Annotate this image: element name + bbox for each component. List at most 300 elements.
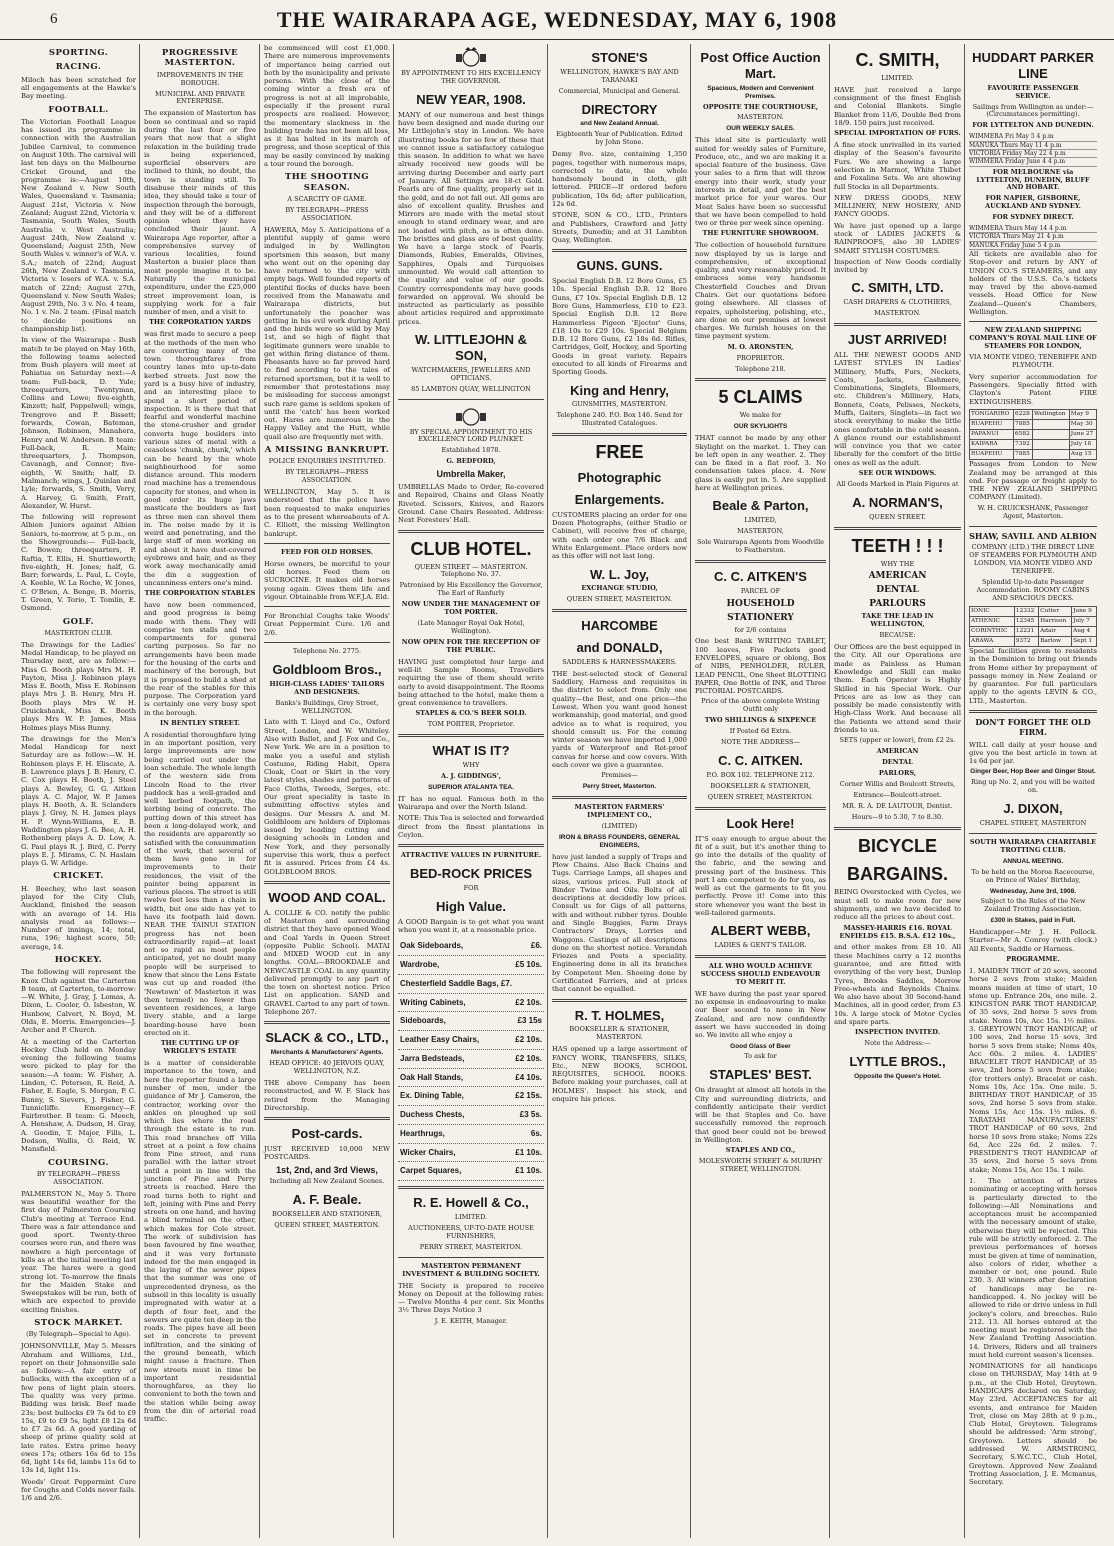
ad-subtitle: Ginger Beer, Hop Beer and Ginger Stout. xyxy=(970,768,1096,776)
ad-text: STONE, SON & CO., LTD., Printers and Publishers, Crawford and Jetty Streets, Dunedin; and at 31 Lambton Quay, Wellington. xyxy=(552,211,687,245)
ad-text: for 2/6 contains xyxy=(734,625,787,634)
ad-text: THE above Company has been reconstructed, and W. F. Slack has retired from the Managing Directorship. xyxy=(264,1078,390,1112)
ad-text: Telephone 218. xyxy=(735,364,786,373)
ad-address: QUEEN STREET, MASTERTON. xyxy=(707,792,814,801)
ad-address: Corner Willis and Boulcott Streets, xyxy=(839,779,956,788)
column-news-ads xyxy=(261,44,393,1538)
subheading: MASTERTON CLUB. xyxy=(44,628,113,637)
subheading: THE CUTTING UP OF WRIGLEY'S ESTATE xyxy=(160,1039,240,1056)
sailing-schedule xyxy=(969,225,1097,250)
steamer-table xyxy=(969,606,1097,647)
ad-text: WE have during the past year spared no expense in endeavouring to make our Beer second to none in New Zealand, and are now confidently assert we have succeeded in doing so. We invite all who enjoy a xyxy=(695,989,826,1040)
column-progressive-masterton xyxy=(141,44,259,1538)
column-rule xyxy=(259,44,260,1538)
ad-title: W. L. Joy, xyxy=(590,566,649,582)
ad-title: SLACK & CO., LTD., xyxy=(265,1030,389,1046)
ad-title: ATTRACTIVE VALUES IN FURNITURE. xyxy=(400,851,542,860)
item-name: Chesterfield Saddle Bags, £7. xyxy=(400,978,513,988)
ad-text: STAPLES & CO.'S BEER SOLD. xyxy=(415,709,527,718)
ad-title: 5 CLAIMS xyxy=(718,387,803,408)
article-title: THE SHOOTING SEASON. xyxy=(284,172,370,193)
table-cell: May 30 xyxy=(1069,420,1096,430)
ad-text: MANY of our numerous and best things have been designed and made during our Mr Littlejohn's stay in London. We have illustrating books for so few of these that we cannot issue a satisfactory catalogue this season. In addition to what we have already received new goods will be arriving during December and early part of January. All Settings are 18-ct Gold. Pearls are of fine quality, properly set in the gold, and do not fall out. All gems are also of excellent quality. Brushes and Mirrors are made with the metal stout enough to stand ordinary wear, and are not loaded with pitch, as is often done. The bristles and glass are of best quality. We have a large stock of Pearls, Diamonds, Rubies, Emeralds, Olivines, Sapphires, Opals and Turquoises unmounted. We would call attention to the quality and value of our goods. Country correspondents may have goods forwarded on approval. We should be instructed as particularly as possible about articles required and approximate prices. xyxy=(398,110,544,326)
ad-title: Beale & Parton, xyxy=(712,498,809,514)
ad-subtitle: FOR MELBOURNE via LYTTELTON, DUNEDIN, BLUFF AND HOBART. xyxy=(976,167,1090,192)
masthead xyxy=(0,0,1114,40)
table-cell xyxy=(1033,420,1070,430)
table-cell: Barlow xyxy=(1039,636,1072,646)
ad-subtitle: Good Glass of Beer xyxy=(730,1042,791,1050)
item-name: Jarra Bedsteads, xyxy=(400,1053,465,1063)
ad-text: HAS opened up a large assortment of FANCY WORK, TRANSFERS, SILKS, Etc., NEW BOOKS, SCHOOL REQUISITES, SCHOOL BOOKS. Before making your purchases, call at HOLMES'. Inspect his stock, and enquire his prices. xyxy=(552,1045,687,1103)
table-row xyxy=(970,440,1097,450)
ad-subtitle: OUR SKYLIGHTS xyxy=(733,423,788,431)
ad-text: Sole Wairarapa Agents from Woodville to Featherston. xyxy=(696,537,825,554)
table-cell: IONIC xyxy=(970,606,1015,616)
ad-text: NOW UNDER THE MANAGEMENT OF TOM PORTER. xyxy=(401,600,541,617)
ad-text: If Posted 6d Extra. xyxy=(729,727,792,736)
ad-text: PARCEL OF xyxy=(740,586,781,595)
subheading: CRICKET. xyxy=(53,871,104,882)
ad-subtitle: HOUSEHOLD xyxy=(726,598,795,609)
ad-text: TAKE THE LEAD IN WELLINGTON, xyxy=(861,612,934,629)
price-row xyxy=(398,1012,544,1031)
ad-text: A fine stock unrivalled in its varied display of the Season's favourite Furs. We are showing a large selection in Marmot, White Thibet and Foxaline Sets. We are showing full Stocks in all Departments. xyxy=(834,141,961,191)
ad-title: MASTERTON FARMERS' IMPLEMENT CO., xyxy=(574,803,665,820)
steamer-table xyxy=(969,409,1097,460)
table-row xyxy=(970,410,1097,420)
ad-text: A GOOD Bargain is to get what you want when you want it, at a reasonable price. xyxy=(398,917,544,935)
ad-subtitle: IRON & BRASS FOUNDERS, GENERAL ENGINEERS, xyxy=(559,833,680,849)
item-price: £2 10s. xyxy=(515,1035,542,1045)
ad-text: NOTE: This Tea is selected and forwarded direct from the finest plantations in Ceylon. xyxy=(398,814,544,840)
table-cell: 7885 xyxy=(1014,450,1033,460)
item-name: Writing Cabinets, xyxy=(400,997,466,1007)
price-row xyxy=(398,994,544,1013)
ad-subtitle: AMERICAN xyxy=(876,747,919,756)
ad-text: BY APPOINTMENT TO HIS EXCELLENCY THE GOVERNOR. xyxy=(401,69,541,85)
ad-text: LIMITED. xyxy=(454,1213,488,1222)
ad-text: Patronised by His Excellency the Governor, The Earl of Ranfurly xyxy=(399,581,543,598)
ad-title: WHAT IS IT? xyxy=(432,743,510,759)
ad-text: Sailings from Wellington as under:—(Circumstances permitting). xyxy=(972,102,1094,119)
ad-text: BEING Overstocked with Cycles, we must sell to make room for new shipments, and we have decided to reduce all the prices to about cost. xyxy=(834,888,961,922)
table-cell: RUAPEHU xyxy=(970,450,1014,460)
ad-text: (Late Manager Royal Oak Hotel, Wellington). xyxy=(417,619,525,635)
sailing-row: VICTORIA Friday May 22 4 p.m xyxy=(969,150,1097,158)
ad-address: MOLESWORTH STREET & MURPHY STREET, WELLINGTON. xyxy=(698,1157,823,1174)
ad-title: NEW YEAR, 1908. xyxy=(416,91,526,107)
ad-text: IT'S easy enough to argue about the fit of a suit, but it's another thing to go into the details of the quality of the fabric, and the sewing and pressing part of the business. This part I am competent to do for you, as well as cut the garments to fit you perfectly. Prove it! Come into this store whenever you want the best in well-tailored garments. xyxy=(695,834,826,918)
ad-title: STAPLES' BEST. xyxy=(709,1067,812,1083)
article-text: The following will represent the Knox Club against the Carterton B team, at Carterton, to-morrow:—W. White, J. Gray, J. Lomas, A. Dixon, L. Cooler, O. Isbeston, W. Hunbow, Calvert, N. Boyd, M. Olds, E. Morris. Emergencies—J. Archer and P. Church. xyxy=(21,968,136,1035)
ad-text: All Goods Marked in Plain Figures at xyxy=(836,479,959,488)
table-cell: Harrison xyxy=(1039,616,1072,626)
ad-text: Hours—9 to 5.30, 7 to 8.30. xyxy=(851,812,944,821)
price-row xyxy=(398,975,544,994)
ad-text: UMBRELLAS Made to Order, Re-covered and Repaired, Chains and Glass Neatly Riveted. Scissors, Knives, and Razors Ground. Cane Chairs Reseated. Address: Next Foresters' Hall. xyxy=(398,483,544,525)
ad-text: HAVING just completed four large and well-lit Sample Rooms, Travellers requiring the use of them should write early to avoid disappointment. The Rooms being attached to the hotel, make them a great convenience to travellers. xyxy=(398,657,544,708)
ad-subtitle: EXCHANGE STUDIO, xyxy=(581,584,658,593)
ad-subtitle: CASH DRAPERS & CLOTHIERS, xyxy=(843,298,952,307)
ad-address: 85 LAMBTON QUAY, WELLINGTON xyxy=(411,384,531,393)
item-price: £3 5s. xyxy=(519,1110,542,1120)
table-cell xyxy=(1033,440,1070,450)
price-row xyxy=(398,956,544,975)
item-price: 6s. xyxy=(530,1128,542,1138)
ad-subtitle: BOOKSELLER & STATIONER, xyxy=(710,781,811,790)
item-price: £3 15s xyxy=(517,1016,542,1026)
ad-text: P.O. BOX 102. TELEPHONE 212. xyxy=(706,770,815,779)
ad-subtitle: DENTAL xyxy=(876,585,919,596)
sailing-row: VICTORIA Thurs May 21 4 p.m xyxy=(969,233,1097,241)
ad-subtitle: and New Zealand Annual. xyxy=(580,120,659,128)
ad-subtitle: COMPANY (LTD.) THE DIRECT LINE OF STEAMERS FOR PLYMOUTH AND LONDON, VIA MONTE VIDEO AND TENERIFFE. xyxy=(969,543,1097,576)
item-name: Wicker Chairs, xyxy=(400,1147,456,1157)
byline: BY TELEGRAPH—PRESS ASSOCIATION. xyxy=(285,468,369,485)
ad-heading: FEED FOR OLD HORSES. xyxy=(280,547,374,556)
ad-text: SETS (upper or lower), from £2 2s. xyxy=(839,736,956,745)
ad-text: Inspection of New Goods cordially invited by xyxy=(834,257,961,275)
table-cell: 6228 xyxy=(1014,410,1033,420)
ad-text: Late with T. Lloyd and Co., Oxford Street, London, and W. Whiteley. Also with Ballet, and J. Fox and Co., New York. We are in a position to make you a useful and stylish Costume, Riding Habit, Opera Cloak, Coat or Skirt in the very latest styles, shades and patterns of Face Cloths, Tweeds, Serges, etc. Our great speciality is taste in submitting effective styles and designs. Our Messrs A. and M. Goldbloom are holders of Diplomas issued by leading cutting and designing schools in London and New York, and they personally supervise this work, thus a perfect fit is assured. Prices from £4 4s. GOLDBLOOM BROS. xyxy=(264,718,390,876)
ad-text: Ring up No. 2, and you will be waited on. xyxy=(971,778,1095,795)
ad-text: Telephone 240. P.O. Box 146. Send for Illustrated Catalogues. xyxy=(556,411,683,428)
ad-text: WHY xyxy=(462,761,480,770)
ad-subtitle: OUR WEEKLY SALES. xyxy=(726,125,795,133)
price-row xyxy=(398,1125,544,1144)
ad-address: Perry Street, Masterton. xyxy=(582,783,657,791)
ad-text: BY SPECIAL APPOINTMENT TO HIS EXCELLENCY LORD PLUNKET. xyxy=(409,427,533,444)
subheading: THE CORPORATION STABLES xyxy=(144,589,256,598)
ad-text: OPPOSITE THE COURTHOUSE, xyxy=(702,102,819,111)
ad-text: TOM PORTER, Proprietor. xyxy=(427,720,515,729)
ad-text: JUST RECEIVED 10,000 NEW POSTCARDS. xyxy=(264,1144,390,1162)
item-name: Duchess Chests, xyxy=(400,1110,465,1120)
item-name: Oak Sideboards, xyxy=(400,941,464,951)
ad-text: THE best-selected stock of General Saddlery, Harness and requisites in the district to select from. Only one quality—the Best, and one price—the Lowest. When you want good honest workmanship, good material, and good advice as to what is required, you should consult us. For the coming winter season we have imported 1,000 yards of Waterproof and Rot-proof canvas for horse and cow covers. With each cover we give a guarantee. xyxy=(552,669,687,769)
table-cell: ARAWA xyxy=(970,636,1015,646)
ad-title: BARGAINS. xyxy=(846,863,948,884)
ad-text: Established 1878. xyxy=(441,446,501,455)
ad-text: MASTERTON, xyxy=(737,527,784,536)
article-text: The Victorian Football League has issued its programme in connection with the Australian Jubilee Carnival, to commence on August 10th. The carnival will last ten days on the Melbourne Cricket Ground, and the programme is:—August 10th, New Zealand v. New South Wales, Queensland v. Tasmania; August 21st, Victoria v. New Zealand; August 22nd, Victoria v. Tasmania, South Wales, South Australia v. West Australia; August 24th, New Zealand v. Queensland; August 25th, New South Wales v. winner's of W.A. v. S.A.; match of 22nd; August 26th, New Zealand v. Tasmania, Victoria v. losers of W.A. v. S.A. match of 22nd; August 27th, Queensland v. New South Wales; August 29th, No. 3 v. No. 4 team, No. 1 v. No. 2 team. (Final match to decide positions on championship list). xyxy=(21,117,136,333)
ad-subtitle: SUPERIOR ATALANTA TEA. xyxy=(428,783,514,791)
ad-text: On draught at almost all hotels in the City and surrounding districts, and confidently anticipate their verdict will be that Staples and Co. have successfully removed the reproach that good beer could not be brewed in Wellington. xyxy=(695,1086,826,1144)
subheading: THE CORPORATION YARDS xyxy=(149,318,251,327)
subheading: A SCARCITY OF GAME. xyxy=(287,194,367,203)
table-row xyxy=(970,430,1097,440)
ad-subtitle: MASSEY-HARRIS £16. ROYAL ENFIELDS £15. B.S.A. £12 10s., xyxy=(839,923,956,940)
ad-title: Photographic xyxy=(577,470,662,486)
royal-crest-icon xyxy=(452,405,490,427)
ad-title: FREE xyxy=(595,442,644,463)
ad-subtitle: VIA MONTE VIDEO, TENERIFFE AND PLYMOUTH. xyxy=(969,353,1097,369)
ad-address: QUEEN STREET. xyxy=(869,512,926,521)
ad-text: WHY THE xyxy=(880,559,915,568)
column-sporting xyxy=(18,44,139,1538)
item-name: Leather Easy Chairs, xyxy=(400,1035,480,1045)
ad-text: A. COLLIE & CO. notify the public of Masterton and surrounding district that they have opened Wood and Coal Yards in Queen Street (opposite Public School). MATAI and MIXED WOOD cut in any lengths. COAL—BROOKDALE and NEWCASTLE COAL in any quantity delivered promptly to any part of the town on shortest notice. Price List on application. SAND and GRAVEL Carted to any part of town. Telephone 267. xyxy=(264,908,390,1017)
ad-title: TEETH ! ! ! xyxy=(851,535,944,556)
ad-title: WOOD AND COAL. xyxy=(268,889,386,905)
royal-crest-icon xyxy=(452,46,490,68)
ad-text: THAT cannot be made by any other Skylight on the market. 1. They can be left open in any weather. 2. They can be fixed in a flat roof. 3. No condensation takes place. 4. New glass is easily put in. 5. Are supplied here at Wellington prices. xyxy=(695,434,826,492)
ad-title: M. O. ARONSTEN, xyxy=(727,342,794,351)
ad-title: G. BEDFORD, xyxy=(446,457,496,466)
article-text: H. Beechey, who last season played for the City Club, Auckland, finished the season with an average of 14. His analysis read as follows:—Number of innings, 14; total, runs, 196; highest score, 50; average, 14. xyxy=(21,884,136,951)
ad-title: HARCOMBE xyxy=(581,618,658,634)
ad-text: Handicapper—Mr J. H. Pollock. Starter—Mr A. Conroy (with clock.) All Events, Saddle or Harness. xyxy=(969,928,1097,953)
article-text: The expansion of Masterton has been so continual and so rapid during the last four or five years that now that a slight relaxation in the building trade is being experienced, superficial observers are inclined to think, no doubt, the town is standing still. To disabuse their minds of this idea, they should take a tour of inspection through the borough, and they will be of a different opinion when they have concluded their jaunt. A Wairarapa Age reporter, after a comprehensive survey of various localities, found Masterton a busier place than most people imagine it to be. Naturally the municipal expenditure, under the £25,000 street improvement loan, is supplying work for a fair number of men, and a visit to xyxy=(144,109,256,317)
ad-title: C. C. AITKEN'S xyxy=(714,568,807,584)
ad-subtitle: BOOKSELLER & STATIONER, MASTERTON. xyxy=(569,1025,670,1042)
ad-title: and DONALD, xyxy=(576,640,663,656)
ad-subtitle: 1st, 2nd, and 3rd Views, xyxy=(276,1164,378,1175)
table-cell: June 9 xyxy=(1072,606,1097,616)
article-text: Woods' Great Peppermint Cure for Coughs and Colds never fails. 1/6 and 2/6. xyxy=(21,1477,136,1503)
item-price: £5 10s. xyxy=(515,960,542,970)
ad-text: ALL THE NEWEST GOODS AND LATEST STYLES IN Ladies' Millinery, Muffs, Furs, Neckets, Coats, Jackets, Cashmere, Combinations, Singlets, Bloomers, etc. Children's Millinery, Hats, Bonnets, Coats, Pelisses, Neckets, Muffs, Gaiters, Singlets—in fact we stock everything to make the little ones comfortable in the cold season. A glance round our establishment will convince you that we cater liberally for the comfort of the little ones as well as the adult. xyxy=(834,350,961,467)
column-advertisements-1 xyxy=(395,44,547,1538)
ad-text: PROPRIETOR. xyxy=(736,353,785,362)
subheading: COURSING. xyxy=(48,1157,109,1168)
table-cell: KAIPARA xyxy=(970,440,1014,450)
article-text: be commenced will cost £1,000. There are numerous improvements of importance being carried out both by the municipality and private persons. With the close of the coming winter a fresh era of progress is not at all improbable, especially if the present rural prospects are realised. However, the momentary slackness in the building trade has not been all loss, as it has halted in its march of progress, and those sceptical of this may be easily convinced by making a tour round the borough. xyxy=(264,44,390,168)
ad-text: Price of the above complete Writing Outfit only xyxy=(701,697,820,714)
table-cell: PAPANUI xyxy=(970,430,1014,440)
ad-title: JUST ARRIVED! xyxy=(847,332,948,348)
ad-text: THE Society is prepared to receive Money on Deposit at the following rates:— Twelve Months 4 per cent. Six Months 3½ Three Days Notice 3 xyxy=(398,1281,544,1315)
table-cell: Aug 4 xyxy=(1072,626,1097,636)
newspaper-title: THE WAIRARAPA AGE, WEDNESDAY, MAY 6, 1908 xyxy=(276,6,838,32)
ad-title: Goldbloom Bros., xyxy=(272,661,382,677)
ad-subtitle: FOR LYTTELTON AND DUNEDIN. xyxy=(972,121,1094,130)
ad-text: IT has no equal. Famous both in the Wairarapa and over the North Island. xyxy=(398,794,544,812)
article-text: was first made to secure a peep at the methods of the men who are converting many of the town thoroughfares from country lanes into up-to-date kerbed streets. Just now the yard is a busy hive of industry, and an interesting place to spend a short period of inspection. It is there that that fearful and wonderful machine the stone-crusher and grader converts huge boulders into various sizes of metal with a ceaseless 'chunk, chunk,' which can be heard by the whole neighbourhood for some distance around. This modern road machine has a tremendous capacity for stones, and when in good order its huge jaws masticate the boulders as fast as three men can shovel them in. The noise made by it is weird and penetrating, and the large staff of men working on and about it have dust-covered eyebrows and hair, and as they work away mechanically amid the din a suggestion of uncanniness enters one's mind. xyxy=(144,330,256,587)
ad-text: Including all New Zealand Scenes. xyxy=(269,1177,385,1186)
table-cell: 6582 xyxy=(1014,430,1033,440)
table-cell: 12231 xyxy=(1014,626,1038,636)
ad-title: Post-cards. xyxy=(291,1126,363,1142)
table-cell: 7885 xyxy=(1014,420,1033,430)
ad-subtitle: Merchants & Manufacturers' Agents. xyxy=(270,1049,384,1057)
ad-text: MASTERTON. xyxy=(737,113,784,122)
subheading: FOOTBALL. xyxy=(48,104,109,115)
furniture-price-list xyxy=(398,937,544,1181)
ad-subtitle: WELLINGTON, HAWKE'S BAY AND TARANAKI xyxy=(560,67,679,84)
table-cell: May 9 xyxy=(1069,410,1096,420)
ad-text: Passages from London to New Zealand may be arranged at this end. For passage or freight apply to THE NEW ZEALAND SHIPPING COMPANY (Limited). xyxy=(969,460,1097,502)
column-shipping-trotting xyxy=(966,44,1100,1538)
ad-subtitle: Wednesday, June 3rd, 1908. xyxy=(989,887,1077,895)
sailing-row: MANUKA Friday June 5 4 p.m xyxy=(969,242,1097,250)
ad-text: LIMITED, xyxy=(744,516,777,525)
ad-subtitle: AUCTIONEERS, UP-TO-DATE HOUSE FURNISHERS, xyxy=(408,1223,534,1240)
ad-title: Enlargements. xyxy=(574,492,665,508)
ad-text: Subject to the Rules of the New Zealand Trotting Association. xyxy=(980,897,1086,914)
ad-title: CLUB HOTEL. xyxy=(410,538,532,559)
ad-title: Post Office Auction Mart. xyxy=(700,50,821,81)
ad-text: MASTERTON. xyxy=(874,309,921,318)
table-row xyxy=(970,420,1097,430)
ad-title: A. J. GIDDINGS', xyxy=(440,772,501,781)
ad-text: To be held on the Moroa Racecourse, on Prince of Wales' Birthday, xyxy=(971,867,1095,884)
sailing-row: WIMMERA Thurs May 14 4 p.m xyxy=(969,225,1097,233)
article-text: The following will represent Albion Juniors against Albion Seniors, to-morrow, at 5 p.m., on the Showgrounds:— Full-back, C. Bowen; threequarters, P. Raftia, T. Ellis, H. Shuttleworth; five-eighth, H. Jones; half, G. Barr; forwards, L. Paul, L. Coyle, A. Keeble, W. La Roche, W. Jones, C. O'Brien, A. Benge, B. Morris, T. Green, V. Torio, T. Tomlin, E. Osmond. xyxy=(21,513,136,613)
table-row xyxy=(970,636,1097,646)
ad-text: FOR xyxy=(463,884,479,893)
ad-title: NEW ZEALAND SHIPPING COMPANY'S ROYAL MAIL LINE OF STEAMERS FOR LONDON, xyxy=(969,326,1097,351)
ad-title: ALL WHO WOULD ACHIEVE SUCCESS SHOULD ENDEAVOUR TO MERIT IT. xyxy=(700,962,821,986)
table-row xyxy=(970,606,1097,616)
column-rule xyxy=(829,44,830,1538)
column-rule xyxy=(393,44,394,1538)
ad-title: DON'T FORGET THE OLD FIRM. xyxy=(975,717,1091,737)
ad-subtitle: FOR SYDNEY DIRECT. xyxy=(992,213,1074,222)
item-price: £6. xyxy=(530,941,542,951)
ad-text: NOW OPEN FOR THE RECEPTION OF THE PUBLIC. xyxy=(401,637,541,654)
ad-text: Splendid Up-to-date Passenger Accommodation. ROOMY CABINS AND SPACIOUS DECKS. xyxy=(976,578,1090,602)
subheading: IN BENTLEY STREET. xyxy=(159,718,240,727)
column-advertisements-4 xyxy=(831,44,964,1538)
table-cell: July 18 xyxy=(1069,440,1096,450)
item-name: Sideboards, xyxy=(400,1016,446,1026)
price-row xyxy=(398,1031,544,1050)
ad-text: W. H. CRUICKSHANK, Passenger Agent, Masterton. xyxy=(977,503,1089,520)
ad-title: SHAW, SAVILL AND ALBION xyxy=(969,530,1097,541)
ad-text: Horse owners, be merciful to your old horses. Feed them on SUCROCINE. It makes old horses young again. Gives them life and vigour. Obtainable from W.F.J.A. Eld. xyxy=(264,559,390,601)
ad-title: ALBERT WEBB, xyxy=(710,923,811,939)
item-name: Carpet Squares, xyxy=(400,1166,462,1176)
price-row xyxy=(398,937,544,956)
ad-title: J. DIXON, xyxy=(1003,801,1063,817)
ad-text: Our Offices are the best equipped in the City. All our Operations are made as Painless as Human Knowledge and Skill can make them. Each Operator is Highly Skilled in his Special Work. Our Prices are as low as they can possibly be made consistently with High-Class Work. And because all the Patients we attend send their friends to us. xyxy=(834,643,961,734)
ad-text: NOMINATIONS for all handicaps close on THURSDAY, May 14th at 9 p.m., at the Club Hotel, Greytown. HANDICAPS declared on Saturday, May 23rd. ACCEPTANCES for all events, and entrance for Maiden Trot, close on May 28th at 9 p.m., Club Hotel, Greytown. Telegrams should be addressed: 'Arm strong', Greytown. Letters should be addressed W. ARMSTRONG, Secretary, S.W.C.T.C., Club Hotel, Greytown. Approved New Zealand Trotting Association, J. E. Mcmanus, Secretary. xyxy=(969,1362,1097,1487)
item-price: £2 10s. xyxy=(515,1053,542,1063)
table-cell: Adair xyxy=(1039,626,1072,636)
article-text: WELLINGTON, May 5. It is understood that the police have been requested to make enquiries as to the present whereabouts of A. C. Elliott, the missing Wellington bankrupt. xyxy=(264,488,390,538)
item-price: £1 10s. xyxy=(515,1166,542,1176)
article-text: is a matter of considerable importance to the town, and here the reporter found a large number of men, under the guidance of Mr J. Cameron, the contractor, working over the ankles on ploughed up soil which lies where the road through the estate is to run. This road branches off Villa street at a point a few chains from Pine street, and runs parallel with the latter street until a point in line with the junction of Pine and Perry streets is reached. Here the road turns both to right and left, joining with Pine and Perry streets on one hand, and having a blind terminal on the other, which makes for Cole street. The work of subdivision has been favoured by fine weather, and it was very fortunate indeed for the men engaged in the laying of the sewer pipes that the summer was one of unprecedented dryness, as the subsoil in this locality is usually impregnated with water at a depth of four feet, and the sewers are quite ten deep in the roads. The pipes have all been set in concrete to prevent infiltration, and the sinking of the ground beneath, which might cause a fracture. Then new streets must in time be important residential thoroughfares, as they lie convenient to both the town and the station while being away from the din of arterial road traffic. xyxy=(144,1059,256,1424)
price-row xyxy=(398,1087,544,1106)
subheading: RACING. xyxy=(55,62,102,73)
ad-title: King and Henry, xyxy=(570,382,669,398)
ad-title: HUDDART PARKER LINE xyxy=(972,50,1094,81)
ad-text: We have just opened up a large stock of LADIES JACKETS & RAINPROOFS, also 30 LADIES' SMART STYLISH COSTUMES. xyxy=(834,221,961,255)
table-row xyxy=(970,616,1097,626)
column-rule xyxy=(547,44,548,1538)
item-price: £4 10s. xyxy=(515,1072,542,1082)
ad-title: C. SMITH, xyxy=(855,50,940,70)
ad-text: Special English D.B. 12 Bore Guns, £5 10s. Special English D.B. 12 Bore Guns, £7 10s. Special English D.B. 12 Bore Guns, Hammerless, £10 to £23. Special English D.B. 12 Bore Hammerless Pigeon 'Ejector' Guns, £18 10s to £29 10s. Special Belgium D.B. 12 Bore Guns, £2 18s 6d. Rifles, Cartridges, Golf, Hockey, and Sporting Goods in great variety. Repairs executed to all kinds of Firearms and Sporting Goods. xyxy=(552,277,687,377)
ad-text: Premises— xyxy=(601,771,638,780)
ad-text: LIMITED. xyxy=(881,73,914,82)
ad-address: HEAD OFFICE: 40 JERVOIS QUAY, WELLINGTON, N.Z. xyxy=(269,1059,385,1076)
ad-text: Very superior accommodation for Passengers. Specially fitted with Clayton's Patent FIRE EXTINGUISHERS. xyxy=(969,372,1097,406)
article-text: The Drawings for the Ladies' Medal Handicap, to be played on Thursday next, are as follow:—Miss G. Booth plays Mrs M. H. Payton, Miss J. Robinson plays Miss E. Booth, Miss E. Robinson plays Mrs J. B. Henry, Mrs H. Booth plays Mrs W. H. Cruickshank, Miss K. Booth plays Mrs W. P. James, Miss Holmes plays Miss Bunny. xyxy=(21,640,136,732)
ad-subtitle: FOR NAPIER, GISBORNE, AUCKLAND AND SYDNEY. xyxy=(985,194,1081,211)
page-number: 6 xyxy=(50,11,58,27)
ad-subtitle: ANNUAL MEETING. xyxy=(1002,857,1064,865)
ad-address: PERRY STREET, MASTERTON. xyxy=(419,1242,523,1251)
table-cell: 7392 xyxy=(1014,440,1033,450)
ad-text: INSPECTION INVITED. xyxy=(855,1028,940,1037)
table-cell: CORINTHIC xyxy=(970,626,1015,636)
ad-title: STAPLES AND CO., xyxy=(725,1146,796,1155)
article-text: At a meeting of the Carterton Hockey Club held on Monday evening the following teams were picked to play for the season:—A team: W. Fisher, A. Lindon, C. Petersen, R. Reid, A. Fisher, E. Eagle, S. Morgan, P. C. Bunny, S. Sievers, J. Fisher, G. Tunnicliffe. Emergency—F. Fairbrother. B team: G. Meech, A. Henshaw, A. Dudson, H. Gray, A. Goodin, T. Major, Fills, L. Dodson, Wallis, O. Reid, W. Mansfield. xyxy=(21,1037,136,1154)
ad-text: (LIMITED) xyxy=(601,821,638,830)
ad-subtitle: GUNSMITHS, MASTERTON. xyxy=(571,400,668,409)
ad-subtitle: WATCHMAKERS, JEWELLERS AND OPTICIANS. xyxy=(411,365,531,382)
ad-text: Commercial, Municipal and General. xyxy=(558,86,681,95)
byline: BY TELEGRAPH—PRESS ASSOCIATION. xyxy=(36,1169,121,1186)
ad-text: NEW DRESS GOODS, NEW MILLINERY, NEW HOSIERY, AND FANCY GOODS. xyxy=(834,193,961,219)
table-cell: 12345 xyxy=(1014,616,1038,626)
ad-title: SOUTH WAIRARAPA CHARITABLE TROTTING CLUB. xyxy=(969,837,1097,854)
ad-text: WILL call daily at your house and give you the best article in town at 1s 6d per jar. xyxy=(969,740,1097,766)
item-price: £1 10s. xyxy=(515,1147,542,1157)
ad-title: A. F. Beale. xyxy=(292,1192,362,1208)
ad-subtitle: FAVOURITE PASSENGER SERVICE. xyxy=(987,83,1079,100)
ad-subtitle: £300 in Stakes, paid in Full. xyxy=(990,917,1076,925)
price-row xyxy=(398,1144,544,1163)
ad-text: Note the Address:— xyxy=(864,1039,931,1048)
article-text: have now been commenced, and good progress is being made with them. They will comprise ten stalls and two compartments for general carting purposes. So far no arrangements have been made for the housing of the carts and machinery of the borough, but it is proposed to build a shed at the rear of the stables for this purpose. The Corporation yard is certainly one very busy spot in the borough. xyxy=(144,601,256,717)
ad-title: R. T. HOLMES, xyxy=(574,1007,665,1023)
table-row xyxy=(970,450,1097,460)
column-rule xyxy=(964,44,965,1538)
ad-subtitle: SADDLERS & HARNESSMAKERS. xyxy=(562,657,677,666)
article-text: Miloch has been scratched for all engagements at the Hawke's Bay meeting. xyxy=(21,75,136,101)
ad-text: 1. The attention of prizes nominating or accepting with horses is particularly directed to the following:—All Nominations and acceptances must be accompanied with the necessary amount of stake, otherwise they will be rejected. This rule will be strictly enforced. 2. The previous performances of horses must be given at time of nomination, also colors of rider, whether a member or not, one pound. Rule 230. 3. All winners after declaration of handicaps may be re-handicapped. 4. No jockey will be allowed to ride or drive unless in full jockey's colors, and breeches. Rule 212. 13. All horses entered at the meeting must be registered with the New Zealand Trotting Association. 14. Drivers, Riders and all trainers must hold current season's licenses. xyxy=(969,1177,1097,1359)
ad-subtitle: TWO SHILLINGS & SIXPENCE xyxy=(704,716,817,725)
sailing-row: WIMMERA Friday June 4 4 p.m xyxy=(969,158,1097,166)
ad-address: QUEEN STREET, MASTERTON. xyxy=(566,595,673,604)
subheading: HOCKEY. xyxy=(54,955,103,965)
ad-text: BECAUSE: xyxy=(879,631,916,640)
subheading: GOLF. xyxy=(62,616,95,627)
ad-text: All tickets are available also for Stop-over and return by ANY of UNION CO.'S STEAMERS, and any holders of the U.S.S. Co.'s tickets may travel by the above-named vessels. Head Office for New Zealand—Queen's Chambers, Wellington. xyxy=(969,250,1097,317)
ad-subtitle: PARLOURS xyxy=(869,599,926,610)
ad-title: DIRECTORY xyxy=(581,101,658,117)
sailing-schedule xyxy=(969,133,1097,166)
table-cell xyxy=(1033,430,1070,440)
subheading: MUNICIPAL AND PRIVATE ENTERPRISE. xyxy=(155,89,245,106)
byline: BY TELEGRAPH—PRESS ASSOCIATION. xyxy=(285,205,369,222)
ad-subtitle: DENTAL xyxy=(882,758,913,767)
ad-subtitle: LADIES & GENT'S TAILOR. xyxy=(714,941,807,950)
ad-text: The collection of household furniture now displayed by us is large and comprehensive, of exceptional quality, and very reasonably priced. It embraces some very handsome Chesterfield Couches and Divan Chairs. Get our quotations before going elsewhere. All classes of repairs, upholstering, polishing, etc., are done on our premises at lowest charges. We furnish houses on the time payment system. xyxy=(695,241,826,341)
table-cell: Aug 15 xyxy=(1069,450,1096,460)
ad-title: Look Here! xyxy=(726,815,795,831)
ad-address: QUEEN STREET, MASTERTON. xyxy=(274,1221,380,1230)
ad-title: A. NORMAN'S, xyxy=(852,494,943,510)
table-cell: 9372 xyxy=(1014,636,1038,646)
article-text: JOHNSONVILLE, May 5. Messrs Abraham and Williams, Ltd., report on their Johnsonville sale as follows:—A fair entry of bullocks, with the exception of a few pens of light plain steers. The quality was very prime. Bidding was brisk. Beef made 23s; best bullocks £9 7s 6d to £9 15s, £9 to £9 5s, light £8 12s 6d to £7 2s 6d. A good yarding of sheep of prime quality sold at late rates. Extra prime heavy ewes 17s; others 16s 6d to 15s 6d, light 14s 6d, lambs 11s 6d to 13s 1d, light 11s. xyxy=(21,1342,136,1475)
ad-title: High Value. xyxy=(435,899,507,914)
ad-subtitle: SEE OUR WINDOWS. xyxy=(858,468,937,477)
ad-subtitle: THE FURNITURE SHOWROOM. xyxy=(702,229,819,238)
ad-subtitle: Umbrella Maker, xyxy=(436,469,506,480)
table-cell: June 27 xyxy=(1069,430,1096,440)
subheading: POLICE ENQUIRIES INSTITUTED. xyxy=(268,457,386,466)
ad-text: One best Bank WRITING TABLET, 100 leaves, Five Packets good ENVELOPES, square or oblong, Box of NIBS, PENHOLDER, RULER, LEAD PENCIL, One Sheet BLOTTING PAPER, One Bottle of INK, and Three PICTORIAL POSTCARDS. xyxy=(695,637,826,696)
ad-subtitle: BOOKSELLER AND STATIONER, xyxy=(271,1210,382,1219)
ad-title: BICYCLE xyxy=(857,835,937,856)
item-name: Wardrobe, xyxy=(400,960,440,970)
ad-title: R. E. Howell & Co., xyxy=(413,1195,529,1211)
